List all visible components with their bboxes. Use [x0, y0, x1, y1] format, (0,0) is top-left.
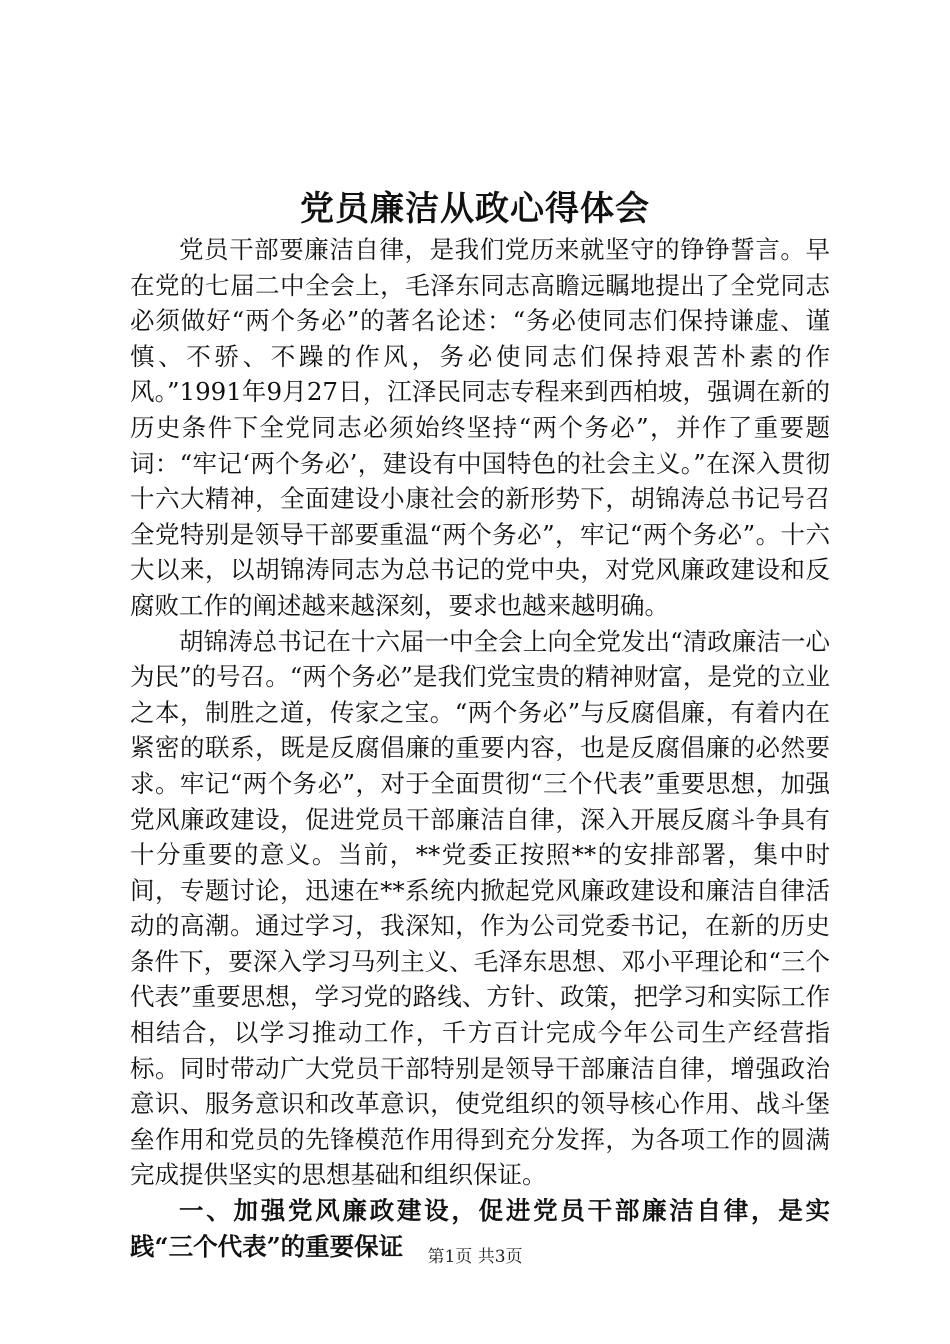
section-heading: 一、加强党风廉政建设，促进党员干部廉洁自律，是实践“三个代表”的重要保证 — [130, 1196, 830, 1261]
document-title: 党员廉洁从政心得体会 — [300, 189, 650, 229]
page-number: 第1页 共3页 — [427, 1247, 523, 1267]
document-body — [130, 232, 830, 1264]
paragraph-2: 胡锦涛总书记在十六届一中全会上向全党发出“清政廉洁一心为民”的号召。“两个务必”是我们党宝贵的精神财富，是党的立业之本，制胜之道，传家之宝。“两个务必”与反腐倡廉，有着内在紧密的联系，既是反腐倡廉的重要内容，也是反腐倡廉的必然要求。牢记“两个务必”，对于全面贯彻“三个代表”重要思想，加强党风廉政建设，促进党员干部廉洁自律，深入开展反腐斗争具有十分重要的意义。当前，**党委正按照**的安排部署，集中时间，专题讨论，迅速在**系统内掀起党风廉政建设和廉洁自律活动的高潮。通过学习，我深知，作为公司党委书记，在新的历史条件下，要深入学习马列主义、毛泽东思想、邓小平理论和“三个代表”重要思想，学习党的路线、方针、政策，把学习和实际工作相结合，以学习推动工作，千方百计完成今年公司生产经营指标。同时带动广大党员干部特别是领导干部廉洁自律，增强政治意识、服务意识和改革意识，使党组织的领导核心作用、战斗堡垒作用和党员的先锋模范作用得到充分发挥，为各项工作的圆满完成提供坚实的思想基础和组织保证。 — [130, 626, 830, 1190]
paragraph-1: 党员干部要廉洁自律，是我们党历来就坚守的铮铮誓言。早在党的七届二中全会上，毛泽东同志高瞻远瞩地提出了全党同志必须做好“两个务必”的著名论述：“务必使同志们保持谦虚、谨慎、不骄、不躁的作风，务必使同志们保持艰苦朴素的作风。”1991年9月27日，江泽民同志专程来到西柏坡，强调在新的历史条件下全党同志必须始终坚持“两个务必”，并作了重要题词：“牢记‘两个务必’，建设有中国特色的社会主义。”在深入贯彻十六大精神，全面建设小康社会的新形势下，胡锦涛总书记号召全党特别是领导干部要重温“两个务必”，牢记“两个务必”。十六大以来，以胡锦涛同志为总书记的党中央，对党风廉政建设和反腐败工作的阐述越来越深刻，要求也越来越明确。 — [130, 235, 830, 620]
